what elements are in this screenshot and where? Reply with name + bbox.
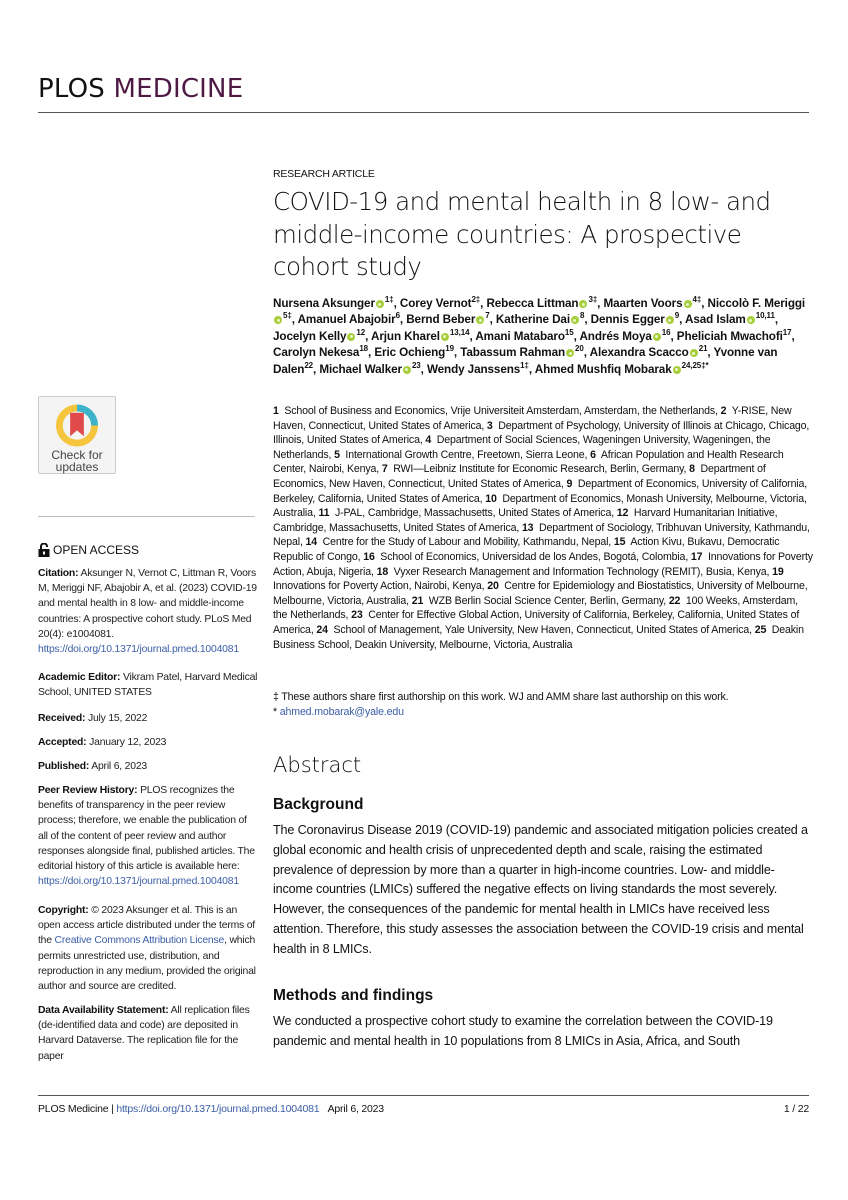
affiliation-item: 19 Innovations for Poverty Action, Nairobi, Kenya, (273, 565, 784, 593)
author-affiliation-marker: 3‡ (588, 295, 598, 304)
author-separator: , (420, 362, 427, 376)
affiliation-number: 15 (613, 536, 626, 549)
author-affiliation-marker: 2‡ (471, 295, 481, 304)
author-item (460, 346, 589, 359)
citation-label: Citation: (38, 568, 79, 579)
author-item (273, 346, 374, 359)
orcid-icon[interactable] (566, 349, 574, 357)
affiliation-number: 8 (689, 463, 695, 476)
author-name[interactable]: Corey Vernot (399, 297, 472, 310)
orcid-icon[interactable] (579, 300, 587, 308)
author-affiliation-marker: 19 (445, 344, 454, 354)
author-item (534, 360, 709, 376)
affiliation-number: 17 (690, 550, 703, 563)
affiliation-number: 23 (351, 609, 363, 622)
affiliation-text: Deakin Business School, Deakin University, Melbourne, Victoria, Australia (273, 623, 804, 651)
author-separator: , (679, 313, 685, 327)
methods-heading: Methods and findings (273, 987, 434, 1004)
citation-text: Aksunger N, Vernot C, Littman R, Voors M, Meriggi NF, Abajobir A, et al. (2023) COVID-19 and mental health in 8 low- and middle-income countries: A prospective cohort study. PLoS Med 20(4): e1004081. (38, 568, 257, 640)
article-title: COVID-19 and mental health in 8 low- and middle-income countries: A prospective cohort study (273, 187, 771, 281)
corresponding-email-link[interactable]: ahmed.mobarak@yale.edu (279, 705, 404, 718)
author-separator: , (313, 362, 320, 376)
affiliation-item: 10 Department of Economics, Monash University, Melbourne, Victoria, Australia, (273, 492, 807, 520)
journal-logo[interactable] (38, 76, 243, 102)
affiliation-item: 12 Harvard Humanitarian Initiative, Cambridge, Massachusetts, United States of America, (273, 507, 778, 534)
author-item (371, 327, 476, 343)
open-access-label (38, 543, 139, 557)
orcid-icon[interactable] (653, 333, 661, 341)
orcid-icon[interactable] (476, 316, 484, 324)
footer-divider (38, 1095, 809, 1096)
affiliation-number: 16 (363, 550, 375, 563)
academic-editor-block (38, 670, 258, 700)
affiliation-text: Innovations for Poverty Action, Abuja, Nigeria (273, 550, 813, 578)
affiliation-item: 22 100 Weeks, Amsterdam, the Netherlands, (273, 594, 798, 622)
affiliation-text: Department of Social Sciences, Wageningen University, Wageningen, the Netherlands (273, 434, 771, 461)
peer-review-label: Peer Review History: (38, 785, 138, 796)
affiliation-text: 100 Weeks, Amsterdam, the Netherlands (273, 594, 798, 622)
citation-doi-link[interactable]: https://doi.org/10.1371/journal.pmed.1004081 (38, 644, 239, 656)
background-text: The Coronavirus Disease 2019 (COVID-19) pandemic and associated mitigation policies created a global economic and health crisis of unprecedented depth and scale, raising the estimated prevalence of depression by more than a quarter in high-income countries. Low- and middle-income countries (LMICs) suffered the negative effects on living standards the most severely. However, the consequences of the pandemic for mental health in LMICs have received less attention. Therefore, this study assesses the association between the COVID-19 crisis and mental health in 8 LMICs. (273, 823, 808, 956)
author-item (676, 327, 795, 343)
orcid-icon[interactable] (441, 333, 449, 341)
affiliation-text: Harvard Humanitarian Initiative, Cambridge, Massachusetts, United States of America (273, 507, 778, 534)
affiliation-number: 2 (720, 405, 727, 417)
author-affiliation-marker: 12 (356, 327, 366, 337)
affiliation-item: 4 Department of Social Sciences, Wageningen University, Wageningen, the Netherlands, (273, 434, 771, 461)
author-name[interactable]: Michael Walker (319, 362, 402, 376)
peer-review-link[interactable]: https://doi.org/10.1371/journal.pmed.1004081 (38, 876, 239, 888)
affiliation-number: 9 (566, 477, 573, 490)
author-separator: , (393, 297, 400, 310)
author-affiliation-marker: 20 (575, 344, 584, 354)
header-divider (38, 112, 809, 113)
received-block (38, 711, 258, 726)
author-name[interactable]: Jocelyn Kelly (273, 329, 347, 343)
author-name[interactable]: Carolyn Nekesa (273, 346, 360, 360)
author-separator: , (291, 313, 298, 327)
affiliation-text: Department of Sociology, Tribhuvan University, Kathmandu, Nepal (273, 521, 810, 549)
background-heading: Background (273, 796, 364, 813)
author-name[interactable]: Bernd Beber (406, 313, 476, 327)
author-affiliation-marker: 23 (411, 360, 421, 370)
author-name[interactable]: Pheliciah Mwachofi (676, 329, 783, 343)
affiliation-item: 13 Department of Sociology, Tribhuvan University, Kathmandu, Nepal, (273, 521, 810, 549)
affiliation-item: 3 Department of Psychology, University of Illinois at Chicago, Chicago, Illinois, United States of America, (273, 419, 810, 447)
received-date: July 15, 2022 (87, 713, 148, 724)
academic-editor-label: Academic Editor: (38, 672, 121, 683)
author-item (273, 297, 400, 310)
orcid-icon[interactable] (376, 300, 384, 308)
updates-badge-line1: Check for (51, 448, 103, 462)
affiliation-number: 7 (381, 463, 388, 476)
author-item (475, 327, 580, 343)
affiliation-number: 5 (334, 448, 340, 461)
journal-logo-medicine: MEDICINE (113, 74, 244, 104)
author-affiliation-marker: 5‡ (283, 311, 292, 321)
corresponding-author (273, 705, 813, 720)
published-block (38, 759, 258, 774)
author-separator: , (368, 346, 375, 360)
copyright-block (38, 903, 258, 994)
author-item (319, 360, 427, 376)
author-name[interactable]: Katherine Dai (495, 313, 570, 327)
published-label: Published: (38, 761, 90, 772)
affiliation-number: 3 (486, 419, 493, 432)
author-affiliation-marker: 22 (304, 360, 314, 370)
author-item (496, 313, 591, 326)
open-lock-icon (38, 543, 50, 557)
author-item (590, 346, 714, 359)
affiliation-text: Y-RISE, New Haven, Connecticut, United States of America (273, 405, 792, 432)
affiliation-text: School of Business and Economics, Vrije Universiteit Amsterdam, Amsterdam, the Netherlands (284, 405, 715, 417)
affiliation-text: Department of Economics, Monash University, Melbourne, Victoria, Australia (273, 492, 807, 520)
author-separator: , (584, 313, 591, 327)
affiliation-item: 11 J-PAL, Cambridge, Massachusetts, United States of America, (318, 507, 617, 520)
orcid-icon[interactable] (571, 316, 579, 324)
orcid-icon[interactable] (274, 316, 282, 324)
page-number: 1 / 22 (783, 1103, 809, 1115)
accepted-date: January 12, 2023 (89, 737, 167, 748)
author-affiliation-marker: 15 (564, 327, 574, 337)
author-affiliation-marker: 4‡ (692, 295, 702, 304)
data-availability-block (38, 1003, 258, 1064)
author-item (400, 297, 487, 310)
author-separator: , (489, 313, 496, 327)
affiliation-item: 2 Y-RISE, New Haven, Connecticut, United States of America, (273, 405, 792, 432)
orcid-icon[interactable] (690, 349, 698, 357)
footer-date: April 6, 2023 (327, 1103, 384, 1115)
author-affiliation-marker: 1‡ (384, 295, 394, 304)
author-separator: , (469, 329, 476, 343)
affiliation-text: Action Kivu, Bukavu, Democratic Republic of Congo (273, 536, 780, 563)
peer-review-text: PLOS recognizes the benefits of transparency in the peer review process; therefore, we enable the publication of all of the content of peer review and author responses alongside final, published articles. The editorial history of this article is available here: (38, 785, 255, 873)
accepted-label: Accepted: (38, 737, 87, 748)
published-date: April 6, 2023 (91, 761, 147, 772)
affiliation-text: Center for Effective Global Action, University of California, Berkeley, California, United States of America (273, 609, 800, 636)
author-affiliation-marker: 18 (359, 344, 369, 354)
affiliation-item: 20 Centre for Epidemiology and Biostatistics, University of Melbourne, Melbourne, Victoria, Australia, (273, 580, 808, 607)
data-availability-text: All replication files (de-identified data and code) are deposited in Harvard Dataverse. The replication file for the paper (38, 1005, 250, 1062)
updates-badge-line2: updates (55, 460, 99, 474)
author-separator: , (707, 346, 714, 360)
affiliation-number: 4 (425, 434, 432, 447)
author-name[interactable]: Nursena Aksunger (273, 297, 375, 310)
affiliation-text: RWI—Leibniz Institute for Economic Research, Berlin, Germany (393, 463, 684, 476)
affiliation-text: International Growth Centre, Freetown, Sierra Leone (345, 448, 585, 461)
author-affiliation-marker: 13,14 (449, 327, 470, 337)
author-name[interactable]: Rebecca Littman (486, 297, 579, 310)
page-footer (38, 1103, 809, 1115)
affiliation-text: J-PAL, Cambridge, Massachusetts, United States of America (334, 507, 612, 520)
affiliation-item: 16 School of Economics, Universidad de los Andes, Bogotá, Colombia, (363, 550, 691, 563)
author-separator: , (774, 313, 778, 327)
affiliation-text: Centre for the Study of Labour and Mobility, Kathmandu, Nepal (322, 536, 609, 549)
methods-text: We conducted a prospective cohort study to examine the correlation between the COVID-19 pandemic and mental health in 10 populations from 8 LMICs in Asia, Africa, and South (273, 1014, 773, 1048)
affiliation-text: Vyxer Research Management and Information Technology (REMIT), Busia, Kenya (393, 565, 767, 578)
citation-block (38, 566, 258, 657)
author-item (685, 313, 778, 326)
author-separator: , (791, 329, 795, 343)
author-affiliation-marker: 24,25‡* (681, 360, 709, 370)
orcid-icon[interactable] (347, 333, 355, 341)
author-separator: , (365, 329, 371, 343)
author-name[interactable]: Niccolò F. Meriggi (707, 297, 806, 310)
author-name[interactable]: Amanuel Abajobir (297, 313, 396, 327)
affiliation-item: 7 RWI—Leibniz Institute for Economic Research, Berlin, Germany, (381, 463, 690, 476)
author-affiliation-marker: 17 (782, 327, 792, 337)
author-affiliation-marker: 10,11 (755, 311, 775, 321)
author-item (273, 327, 371, 343)
author-item (298, 313, 407, 326)
author-affiliation-marker: 1‡ (520, 360, 529, 370)
author-separator: , (670, 329, 677, 343)
license-link[interactable]: Creative Commons Attribution License (54, 935, 225, 947)
received-label: Received: (38, 713, 86, 724)
author-separator: , (480, 297, 487, 310)
author-affiliation-marker: 7 (485, 311, 490, 321)
author-separator: , (583, 346, 590, 360)
affiliation-text: Department of Economics, University of California, Berkeley, California, United States of America (273, 477, 808, 505)
author-affiliation-marker: 16 (661, 327, 671, 337)
affiliation-item: 18 Vyxer Research Management and Information Technology (REMIT), Busia, Kenya, (376, 565, 773, 578)
author-separator: , (701, 297, 708, 310)
affiliation-text: Centre for Epidemiology and Biostatistics, University of Melbourne, Melbourne, Victoria, Australia (273, 580, 808, 607)
footer-separator: | (108, 1103, 117, 1115)
author-name[interactable]: Eric Ochieng (374, 346, 446, 360)
affiliation-text: Department of Economics, New Haven, Connecticut, United States of America (273, 463, 766, 490)
author-name[interactable]: Yvonne van Dalen (273, 346, 778, 376)
abstract-heading: Abstract (273, 753, 362, 777)
author-name[interactable]: Wendy Janssens (426, 362, 521, 376)
author-item (591, 313, 685, 326)
affiliation-item: 21 WZB Berlin Social Science Center, Berlin, Germany, (411, 594, 669, 607)
check-for-updates-button[interactable] (38, 396, 116, 474)
author-item (579, 327, 677, 343)
affiliation-number: 6 (590, 448, 596, 461)
peer-review-block (38, 783, 258, 889)
author-separator: , (528, 362, 535, 376)
author-separator: , (597, 297, 604, 310)
author-separator: , (399, 313, 407, 327)
affiliation-text: School of Management, Yale University, New Haven, Connecticut, United States of America (333, 623, 750, 636)
journal-logo-plos: PLOS (38, 74, 106, 104)
open-access-text: OPEN ACCESS (53, 543, 140, 557)
author-name[interactable]: Alexandra Scacco (589, 346, 689, 360)
affiliation-number: 24 (316, 623, 328, 636)
affiliation-text: African Population and Health Research Center, Nairobi, Kenya (273, 448, 784, 476)
affiliation-number: 19 (772, 565, 784, 578)
corresponding-marker: * (273, 705, 277, 718)
affiliation-number: 21 (411, 594, 424, 607)
author-separator: , (453, 346, 461, 360)
author-name[interactable]: Maarten Voors (603, 297, 683, 310)
affiliation-number: 11 (318, 507, 330, 520)
affiliation-number: 20 (487, 580, 499, 593)
affiliation-item: 5 International Growth Centre, Freetown, Sierra Leone, (334, 448, 591, 461)
data-availability-label: Data Availability Statement: (38, 1005, 169, 1016)
affiliation-item: 24 School of Management, Yale University, New Haven, Connecticut, United States of America, (316, 623, 755, 636)
author-affiliation-marker: 6 (395, 311, 400, 321)
authorship-note: ‡ These authors share first authorship on this work. WJ and AMM share last authorship on this work. (273, 691, 729, 703)
author-affiliation-marker: 9 (674, 311, 680, 321)
author-name[interactable]: Tabassum Rahman (460, 346, 566, 360)
author-name[interactable]: Dennis Egger (590, 313, 665, 327)
article-type: RESEARCH ARTICLE (273, 168, 375, 180)
author-item (374, 346, 460, 359)
footer-doi-link[interactable]: https://doi.org/10.1371/journal.pmed.1004081 (116, 1103, 320, 1115)
footer-journal: PLOS Medicine (38, 1103, 109, 1115)
copyright-text-after: , which permits unrestricted use, distribution, and reproduction in any medium, provided the original author and source are credited. (38, 935, 256, 993)
affiliation-item: 14 Centre for the Study of Labour and Mobility, Kathmandu, Nepal, (305, 536, 614, 549)
author-list (273, 296, 813, 378)
orcid-icon[interactable] (747, 316, 755, 324)
affiliation-text: Department of Psychology, University of Illinois at Chicago, Chicago, Illinois, United States of America (273, 419, 810, 447)
affiliation-item: 1 School of Business and Economics, Vrije Universiteit Amsterdam, Amsterdam, the Netherlands, (273, 405, 721, 417)
author-name[interactable]: Andrés Moya (579, 329, 652, 343)
sidebar-divider (38, 516, 255, 517)
author-item (603, 297, 707, 310)
author-affiliation-marker: 21 (698, 344, 708, 354)
crossmark-icon (55, 404, 99, 447)
affiliation-number: 10 (485, 492, 497, 505)
affiliation-text: School of Economics, Universidad de los Andes, Bogotá, Colombia (380, 550, 686, 563)
author-item (486, 297, 603, 310)
affiliation-item: 23 Center for Effective Global Action, University of California, Berkeley, California, United States of America, (273, 609, 800, 636)
affiliation-text: WZB Berlin Social Science Center, Berlin, Germany (428, 594, 664, 607)
author-notes (273, 690, 813, 719)
orcid-icon[interactable] (666, 316, 674, 324)
affiliation-number: 18 (376, 565, 389, 578)
affiliation-item: 9 Department of Economics, University of California, Berkeley, California, United States of America, (273, 477, 808, 505)
author-separator: , (573, 329, 580, 343)
author-affiliation-marker: 8 (579, 311, 585, 321)
accepted-block (38, 735, 258, 750)
author-name[interactable]: Arjun Kharel (371, 329, 440, 343)
author-item (426, 360, 535, 376)
copyright-text: © 2023 Aksunger et al. This is an open access article distributed under the terms of the (38, 905, 255, 947)
author-item (406, 313, 496, 326)
affiliation-number: 13 (521, 521, 534, 534)
affiliation-list (273, 404, 813, 652)
affiliation-number: 14 (305, 536, 318, 549)
affiliation-item: 8 Department of Economics, New Haven, Connecticut, United States of America, (273, 463, 766, 490)
author-name[interactable]: Ahmed Mushfiq Mobarak (534, 362, 672, 376)
author-name[interactable]: Amani Matabaro (475, 329, 565, 343)
affiliation-number: 22 (668, 594, 681, 607)
copyright-label: Copyright: (38, 905, 89, 916)
affiliation-item: 15 Action Kivu, Bukavu, Democratic Republic of Congo, (273, 536, 780, 563)
affiliation-number: 1 (273, 405, 279, 417)
orcid-icon[interactable] (403, 366, 411, 374)
affiliation-item: 17 Innovations for Poverty Action, Abuja, Nigeria, (273, 550, 813, 578)
affiliation-item: 6 African Population and Health Research Center, Nairobi, Kenya, (273, 448, 784, 476)
affiliation-number: 12 (616, 507, 629, 520)
affiliation-number: 25 (754, 623, 767, 636)
author-name[interactable]: Asad Islam (685, 313, 746, 327)
orcid-icon[interactable] (673, 366, 681, 374)
affiliation-text: Innovations for Poverty Action, Nairobi, Kenya (273, 580, 482, 593)
academic-editor-text: Vikram Patel, Harvard Medical School, UNITED STATES (38, 672, 258, 699)
orcid-icon[interactable] (684, 300, 692, 308)
